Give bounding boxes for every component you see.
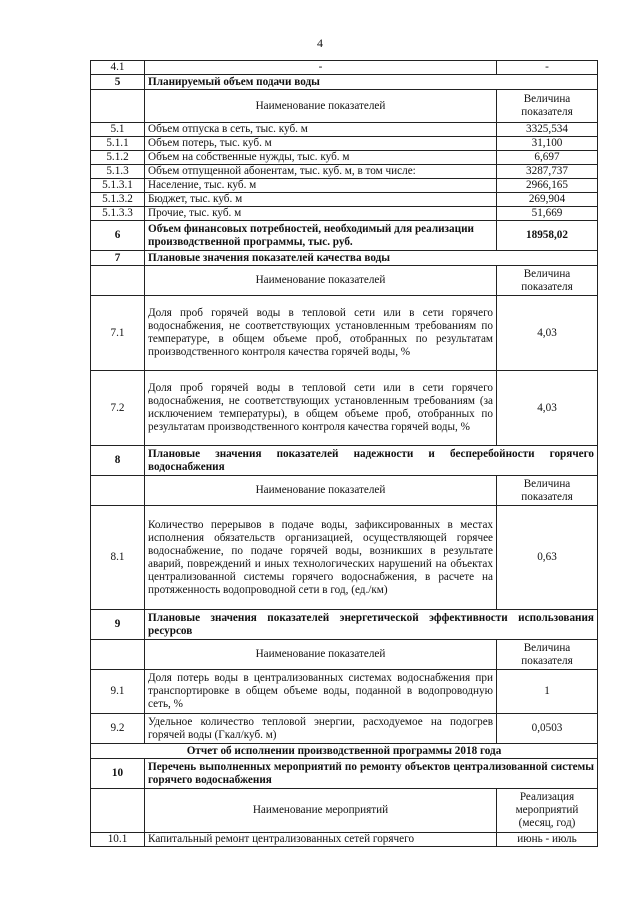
section-row	[91, 446, 598, 476]
header-row	[91, 476, 598, 506]
row-number: 5.1.3	[91, 165, 145, 179]
section-title: Плановые значения показателей энергетической эффективности использования ресурсов	[145, 610, 598, 640]
row-text: Доля проб горячей воды в тепловой сети или в сети горячего водоснабжения, не соответствующих установленным требованиям по температуре, в общем объеме проб, отобранных по результатам производственного контроля качества горячей воды, %	[145, 296, 497, 371]
row-text: Объем отпуска в сеть, тыс. куб. м	[145, 123, 497, 137]
row-value: 1	[497, 670, 598, 714]
row-number: 7.2	[91, 371, 145, 446]
section-row	[91, 221, 598, 251]
header-row	[91, 90, 598, 123]
section-row	[91, 610, 598, 640]
column-header-name: Наименование показателей	[145, 476, 497, 506]
section-number: 6	[91, 221, 145, 251]
row-value: 6,697	[497, 151, 598, 165]
section-title: Планируемый объем подачи воды	[145, 75, 598, 90]
section-row	[91, 251, 598, 266]
row-value: 269,904	[497, 193, 598, 207]
row-text: Прочие, тыс. куб. м	[145, 207, 497, 221]
row-number: 7.1	[91, 296, 145, 371]
section-number: 7	[91, 251, 145, 266]
table-row	[91, 506, 598, 610]
row-value: 3325,534	[497, 123, 598, 137]
section-row	[91, 75, 598, 90]
section-number: 5	[91, 75, 145, 90]
section-title: Перечень выполненных мероприятий по ремонту объектов централизованной системы горячего водоснабжения	[145, 759, 598, 789]
section-value: 18958,02	[497, 221, 598, 251]
row-number: 9.2	[91, 714, 145, 744]
header-row	[91, 789, 598, 833]
program-table	[90, 60, 598, 847]
table-row	[91, 193, 598, 207]
row-value: 51,669	[497, 207, 598, 221]
row-text: Объем отпущенной абонентам, тыс. куб. м, в том числе:	[145, 165, 497, 179]
column-header-name: Наименование мероприятий	[145, 789, 497, 833]
section-title: Плановые значения показателей качества воды	[145, 251, 598, 266]
table-row	[91, 207, 598, 221]
section-row	[91, 759, 598, 789]
report-title: Отчет об исполнении производственной программы 2018 года	[91, 744, 598, 759]
row-number: 9.1	[91, 670, 145, 714]
row-number: 10.1	[91, 833, 145, 847]
table-row	[91, 296, 598, 371]
column-header-value: Реализация мероприятий (месяц, год)	[497, 789, 598, 833]
table-row	[91, 61, 598, 75]
row-value: 0,63	[497, 506, 598, 610]
row-number: 5.1.3.1	[91, 179, 145, 193]
section-number: 9	[91, 610, 145, 640]
row-text: Население, тыс. куб. м	[145, 179, 497, 193]
column-header-name: Наименование показателей	[145, 90, 497, 123]
row-value: -	[497, 61, 598, 75]
row-number: 5.1.3.3	[91, 207, 145, 221]
section-number: 8	[91, 446, 145, 476]
table-row	[91, 833, 598, 847]
table-row	[91, 123, 598, 137]
column-header-name: Наименование показателей	[145, 640, 497, 670]
row-text: Объем потерь, тыс. куб. м	[145, 137, 497, 151]
page-number: 4	[317, 36, 323, 50]
header-row	[91, 266, 598, 296]
table-row	[91, 371, 598, 446]
row-number: 5.1.2	[91, 151, 145, 165]
table-row	[91, 179, 598, 193]
column-header-value: Величина показателя	[497, 640, 598, 670]
report-row	[91, 744, 598, 759]
section-title: Плановые значения показателей надежности и бесперебойности горячего водоснабжения	[145, 446, 598, 476]
table-row	[91, 137, 598, 151]
column-header-value: Величина показателя	[497, 90, 598, 123]
header-row	[91, 640, 598, 670]
row-number: 5.1.3.2	[91, 193, 145, 207]
table-row	[91, 670, 598, 714]
row-value: июнь - июль	[497, 833, 598, 847]
row-value: 31,100	[497, 137, 598, 151]
row-text: Доля потерь воды в централизованных системах водоснабжения при транспортировке в общем объеме воды, поданной в водопроводную сеть, %	[145, 670, 497, 714]
row-text: Бюджет, тыс. куб. м	[145, 193, 497, 207]
column-header-name: Наименование показателей	[145, 266, 497, 296]
section-number: 10	[91, 759, 145, 789]
row-number: 8.1	[91, 506, 145, 610]
row-value: 4,03	[497, 371, 598, 446]
row-value: 4,03	[497, 296, 598, 371]
row-value: 0,0503	[497, 714, 598, 744]
row-number: 5.1	[91, 123, 145, 137]
row-value: 3287,737	[497, 165, 598, 179]
table-row	[91, 165, 598, 179]
section-title: Объем финансовых потребностей, необходимый для реализации производственной программы, тыс. руб.	[145, 221, 497, 251]
row-text: Капитальный ремонт централизованных сетей горячего	[145, 833, 497, 847]
row-number: 4.1	[91, 61, 145, 75]
column-header-value: Величина показателя	[497, 266, 598, 296]
row-value: 2966,165	[497, 179, 598, 193]
row-text: Количество перерывов в подаче воды, зафиксированных в местах исполнения обязательств организацией, осуществляющей горячее водоснабжение, по подаче горячей воды, возникших в результате аварий, повреждений и иных технологических нарушений на объектах централизованной системы горячего водоснабжения, в расчете на протяженность водопроводной сети в год, (ед./км)	[145, 506, 497, 610]
table-row	[91, 151, 598, 165]
row-text: Доля проб горячей воды в тепловой сети или в сети горячего водоснабжения, не соответствующих установленным требованиям (за исключением температуры), в общем объеме проб, отобранных по результатам производственного контроля качества горячей воды, %	[145, 371, 497, 446]
row-text: Удельное количество тепловой энергии, расходуемое на подогрев горячей воды (Гкал/куб. м)	[145, 714, 497, 744]
column-header-value: Величина показателя	[497, 476, 598, 506]
table-row	[91, 714, 598, 744]
row-text: -	[145, 61, 497, 75]
row-text: Объем на собственные нужды, тыс. куб. м	[145, 151, 497, 165]
row-number: 5.1.1	[91, 137, 145, 151]
